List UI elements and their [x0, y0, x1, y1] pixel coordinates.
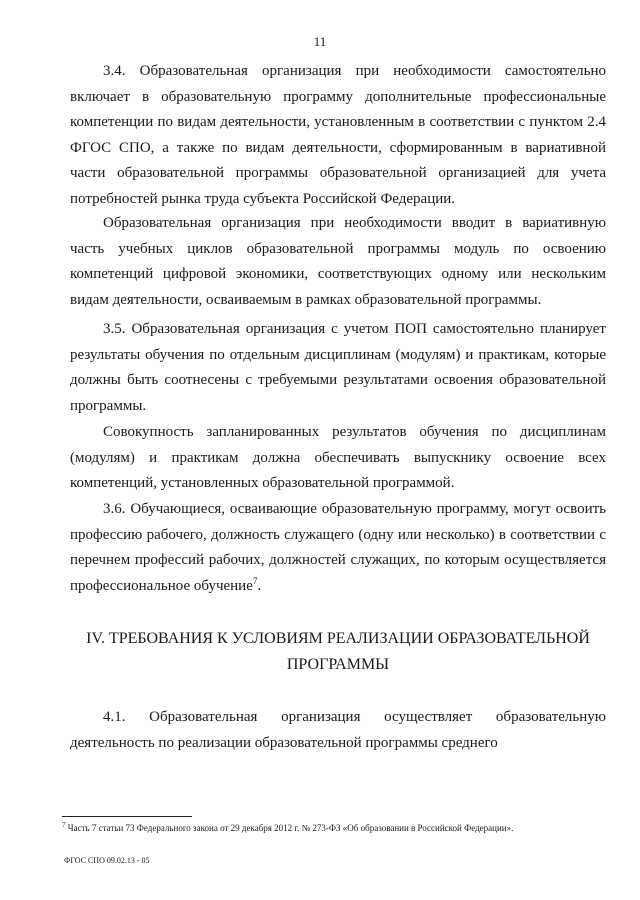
page-number: 11 — [313, 34, 327, 49]
footnote-text: Часть 7 статьи 73 Федерального закона от 29 декабря 2012 г. № 273-ФЗ «Об образовании в Российской Федерации». — [65, 823, 514, 833]
footer-code: ФГОС СПО 09.02.13 - 05 — [64, 856, 150, 865]
footnote-reference: 7 — [252, 575, 258, 586]
paragraph-3-4: 3.4. Образовательная организация при необходимости самостоятельно включает в образовательную программу дополнительные профессиональные компетенции по видам деятельности, установленным в соответствии с пунктом 2.4 ФГОС СПО, а также по видам деятельности, сформированным в вариативной части образовательной программы образовательной организацией для учета потребностей рынка труда субъекта Российской Федерации. — [70, 63, 606, 207]
paragraph-3-6-text: 3.6. Обучающиеся, осваивающие образовательную программу, могут освоить профессию рабочего, должность служащего (одну или несколько) в соответствии с перечнем профессий рабочих, должностей служащих, по которым осуществляется профессиональное обучение — [70, 501, 606, 594]
footnote — [62, 822, 602, 834]
paragraph-4-1: 4.1. Образовательная организация осуществляет образовательную деятельность по реализации образовательной программы среднего — [70, 709, 606, 751]
footnote-divider — [62, 816, 192, 817]
paragraph-3-5: 3.5. Образовательная организация с учетом ПОП самостоятельно планирует результаты обучения по отдельным дисциплинам (модулям) и практикам, которые должны быть соотнесены с требуемыми результатами освоения образовательной программы. — [70, 321, 606, 414]
paragraph-digital-economy: Образовательная организация при необходимости вводит в вариативную часть учебных циклов образовательной программы модуль по освоению компетенций цифровой экономики, соответствующих одному или нескольким видам деятельности, осваиваемым в рамках образовательной программы. — [70, 215, 606, 308]
paragraph-3-6 — [70, 497, 606, 599]
footnote-mark: 7 — [62, 821, 66, 829]
section-heading: IV. ТРЕБОВАНИЯ К УСЛОВИЯМ РЕАЛИЗАЦИИ ОБРАЗОВАТЕЛЬНОЙ ПРОГРАММЫ — [86, 630, 590, 673]
paragraph-learning-results: Совокупность запланированных результатов обучения по дисциплинам (модулям) и практикам должна обеспечивать выпускнику освоение всех компетенций, установленных образовательной программой. — [70, 424, 606, 491]
paragraph-3-6-end: . — [257, 577, 262, 594]
